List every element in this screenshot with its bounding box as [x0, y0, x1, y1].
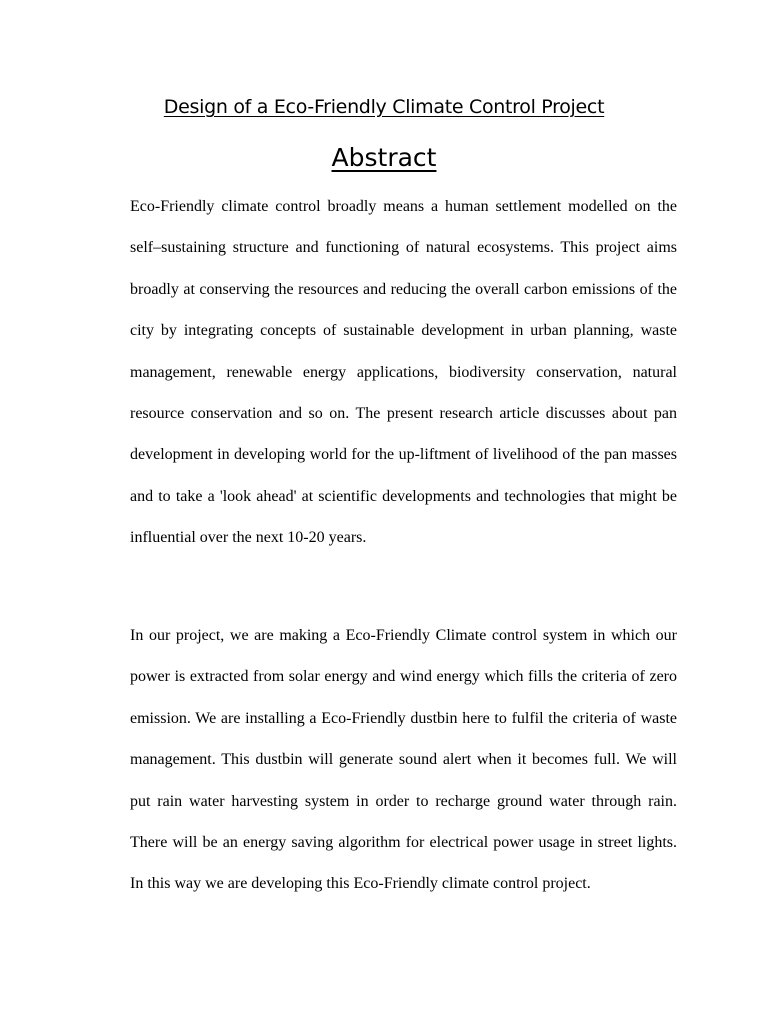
abstract-heading: Abstract — [331, 143, 437, 172]
document-title: Design of a Eco-Friendly Climate Control Project — [163, 96, 605, 118]
abstract-paragraph-2: In our project, we are making a Eco-Friendly Climate control system in which our power is extracted from solar energy and wind energy which fills the criteria of zero emission. We are installing a Eco-Friendly dustbin here to fulfil the criteria of waste management. This dustbin will generate sound alert when it becomes full. We will put rain water harvesting system in order to recharge ground water through rain. There will be an energy saving algorithm for electrical power usage in street lights. In this way we are developing this Eco-Friendly climate control project. — [130, 627, 677, 893]
abstract-paragraph-1: Eco-Friendly climate control broadly means a human settlement modelled on the self–sustaining structure and functioning of natural ecosystems. This project aims broadly at conserving the resources and reducing the overall carbon emissions of the city by integrating concepts of sustainable development in urban planning, waste management, renewable energy applications, biodiversity conservation, natural resource conservation and so on. The present research article discusses about pan development in developing world for the up-liftment of livelihood of the pan masses and to take a 'look ahead' at scientific developments and technologies that might be influential over the next 10-20 years. — [130, 198, 677, 547]
